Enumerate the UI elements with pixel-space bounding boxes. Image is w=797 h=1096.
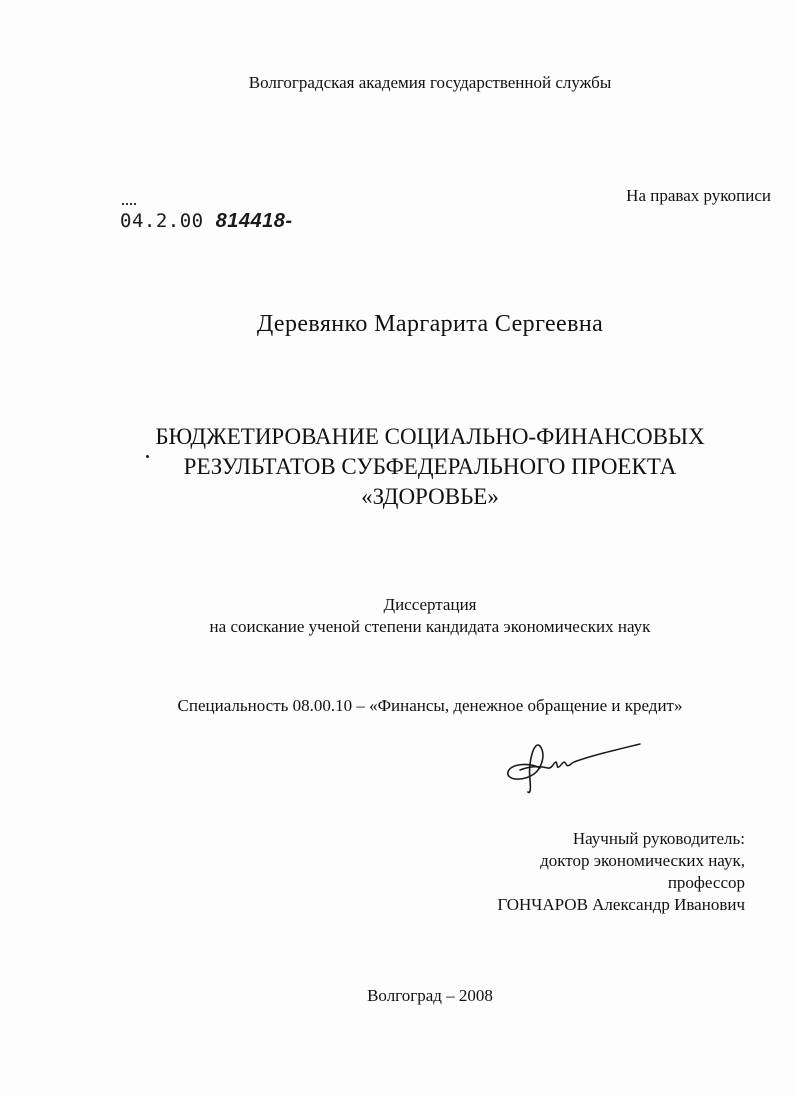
supervisor-name: ГОНЧАРОВ Александр Иванович: [497, 895, 745, 914]
stamp-code: 04.2.00: [120, 210, 204, 232]
supervisor-rank: профессор: [667, 873, 745, 892]
specialty: Специальность 08.00.10 – «Финансы, денежное обращение и кредит»: [177, 696, 683, 715]
supervisor-block: [497, 828, 745, 916]
title-line-2: РЕЗУЛЬТАТОВ СУБФЕДЕРАЛЬНОГО ПРОЕКТА: [183, 454, 677, 479]
supervisor-role: Научный руководитель:: [572, 829, 745, 848]
dissertation-type: Диссертация: [383, 595, 477, 614]
dissertation-info: [0, 594, 797, 638]
title-line-1: БЮДЖЕТИРОВАНИЕ СОЦИАЛЬНО-ФИНАНСОВЫХ: [155, 424, 705, 449]
institution-name: Волгоградская академия государственной службы: [248, 73, 612, 92]
dissertation-degree: на соискание ученой степени кандидата экономических наук: [209, 617, 651, 636]
dissertation-title: [0, 422, 797, 512]
author-name: Деревянко Маргарита Сергеевна: [256, 311, 604, 337]
supervisor-degree: доктор экономических наук,: [540, 851, 745, 870]
title-line-3: «ЗДОРОВЬЕ»: [361, 484, 499, 509]
handwritten-signature: [500, 732, 650, 802]
stamp-number: 814418-: [215, 210, 293, 232]
library-stamp: [120, 210, 292, 233]
city-year: Волгоград – 2008: [367, 986, 493, 1005]
stamp-mark: [122, 203, 136, 207]
manuscript-rights-note: На правах рукописи: [626, 186, 771, 205]
